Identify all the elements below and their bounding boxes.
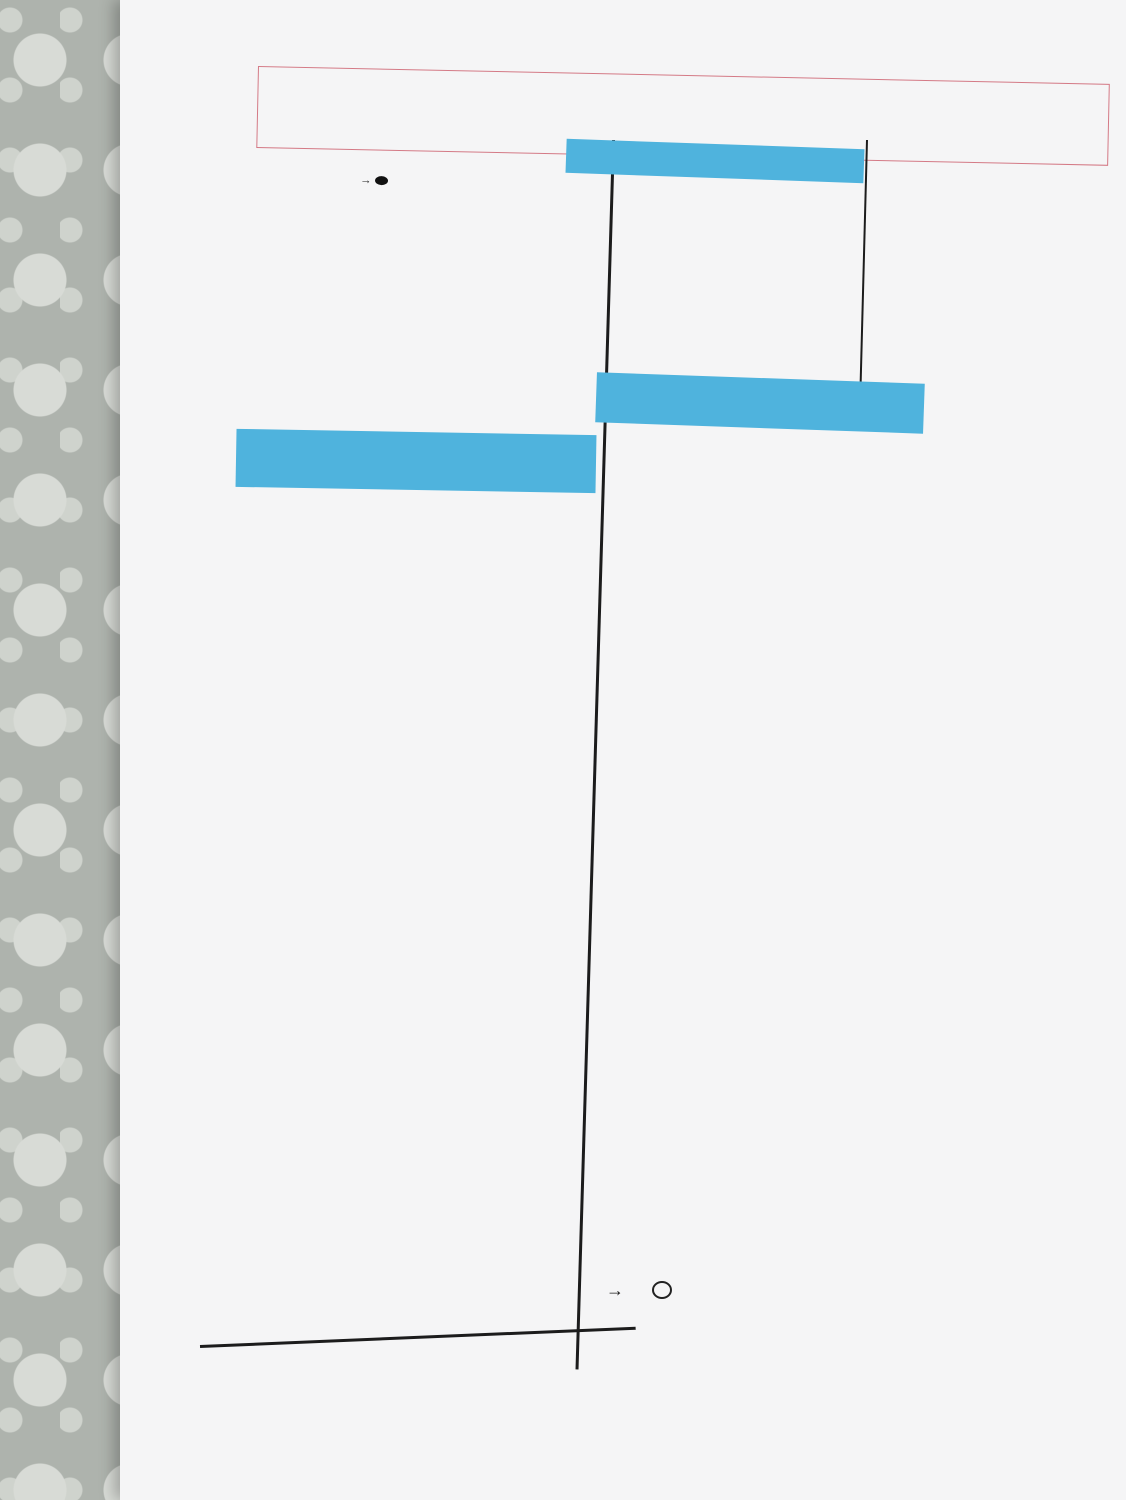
ballot-paper (120, 0, 1126, 1500)
presidential-header (236, 429, 597, 493)
example-arrow-icon: → (359, 174, 372, 187)
presidential-heading (236, 443, 596, 449)
presidential-instruction (236, 443, 596, 449)
house-instruction (597, 384, 925, 395)
presidential-write-in-oval[interactable] (652, 1281, 672, 1299)
house-heading (597, 384, 925, 395)
arrow-icon: → (606, 1280, 624, 1300)
example-filled-oval-icon (375, 176, 388, 185)
